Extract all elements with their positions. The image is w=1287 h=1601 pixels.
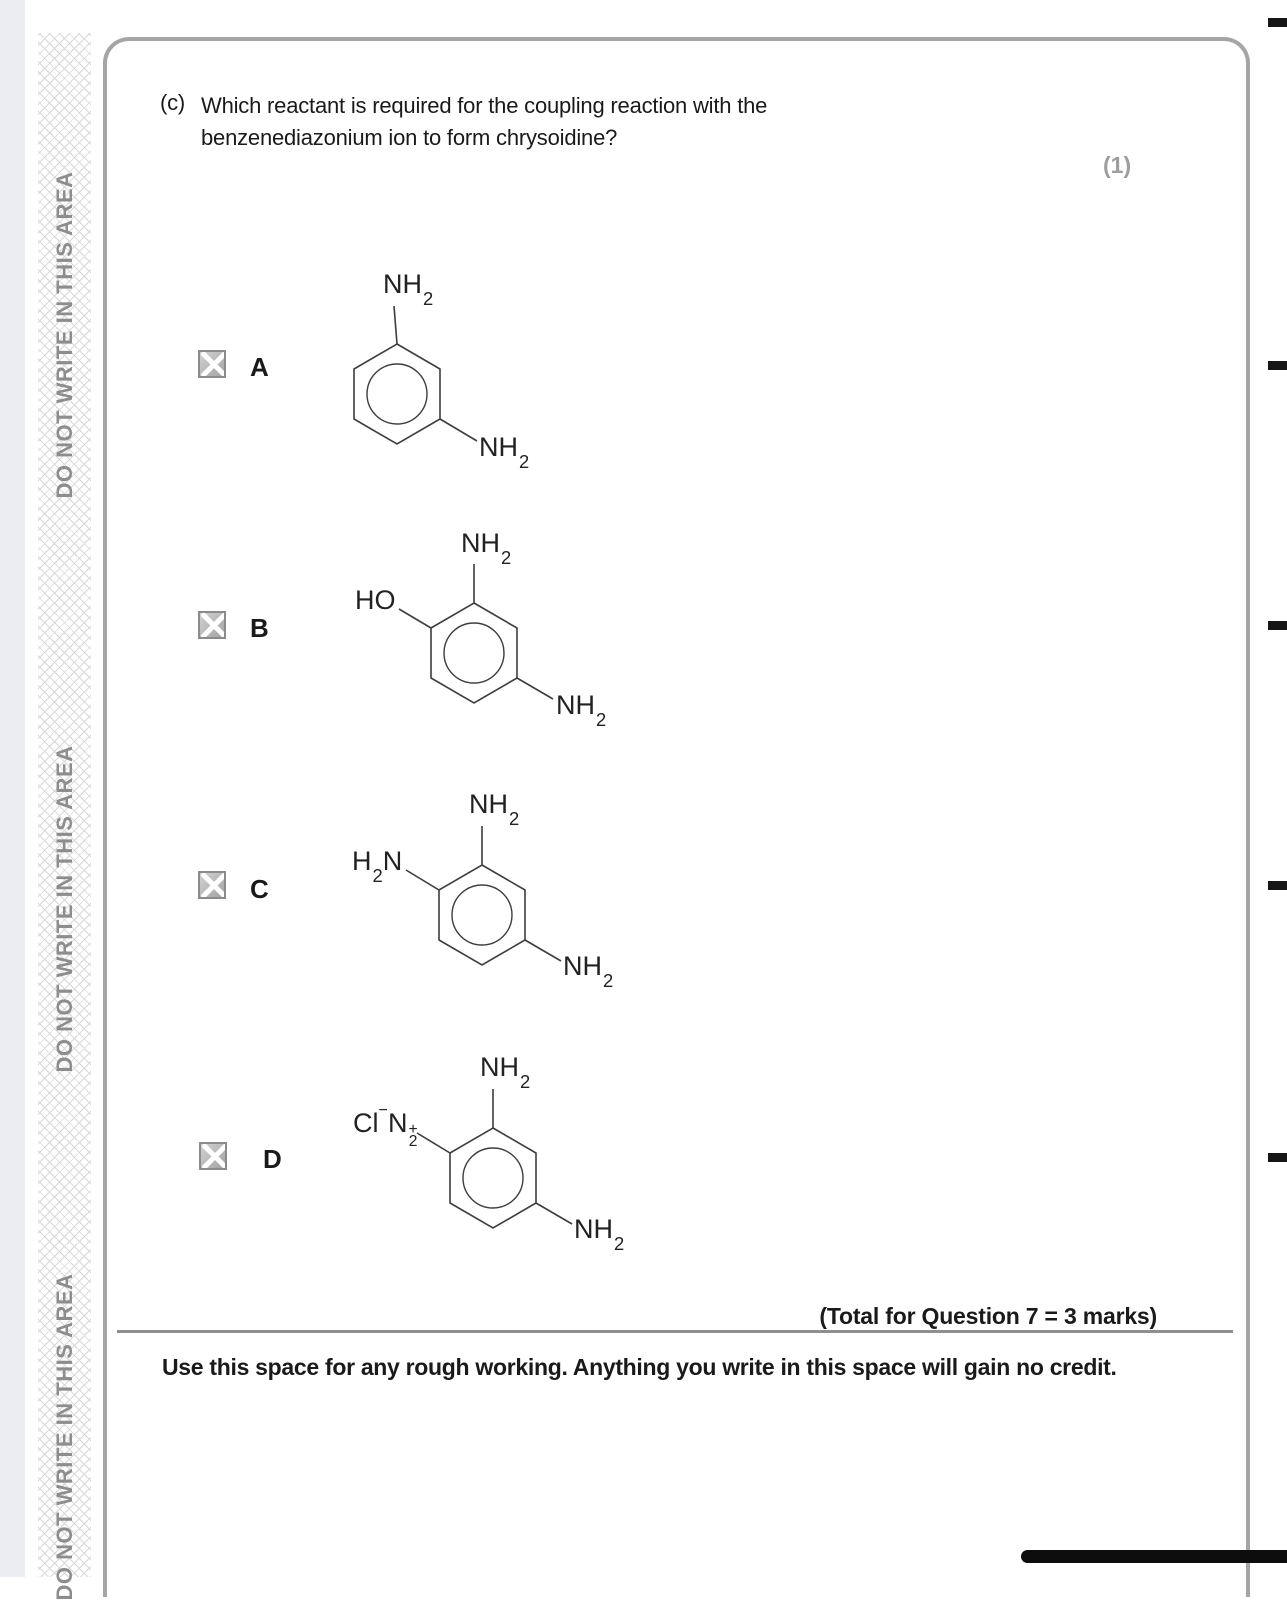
do-not-write-text-middle: DO NOT WRITE IN THIS AREA: [51, 745, 77, 1073]
page-edge-strip: [0, 0, 25, 1577]
structure-b-left-label: HO: [355, 585, 396, 615]
page-footer-bar: [1021, 1550, 1287, 1563]
answer-box-c[interactable]: [198, 871, 226, 899]
do-not-write-margin: [38, 33, 91, 1601]
rough-working-note: Use this space for any rough working. Anything you write in this space will gain no credit.: [162, 1354, 1117, 1380]
binding-mark-1: [1268, 18, 1287, 27]
answer-box-d[interactable]: [199, 1142, 227, 1170]
question-line-1: Which reactant is required for the coupling reaction with the: [201, 93, 768, 118]
structure-d-left-label: Cl−N + 2: [353, 1100, 418, 1151]
answer-box-b[interactable]: [198, 611, 226, 639]
do-not-write-text-top: DO NOT WRITE IN THIS AREA: [51, 171, 77, 499]
diazonium-charge-stack: + 2: [408, 1120, 418, 1151]
structure-b-bottom-label: $NH_2$: [556, 690, 607, 730]
option-letter-d: D: [263, 1144, 282, 1174]
binding-mark-2: [1268, 361, 1287, 370]
option-letter-b: B: [250, 613, 269, 643]
structure-a-top-label: $NH_2$: [383, 269, 434, 309]
structure-c-left-label: $H_2N$: [352, 846, 403, 886]
option-letter-c: C: [250, 874, 269, 904]
question-part-label: (c): [160, 90, 186, 115]
structure-c-bottom-label: $NH_2$: [563, 951, 614, 991]
binding-mark-4: [1268, 881, 1287, 890]
marks-indicator: (1): [1103, 152, 1132, 178]
answer-box-a[interactable]: [198, 350, 226, 378]
option-letter-a: A: [250, 352, 269, 382]
binding-mark-3: [1268, 621, 1287, 630]
structure-d-bottom-label: $NH_2$: [574, 1214, 625, 1254]
do-not-write-text-bottom: DO NOT WRITE IN THIS AREA: [51, 1273, 77, 1601]
binding-mark-5: [1268, 1153, 1287, 1162]
structure-c-top-label: $NH_2$: [469, 789, 520, 829]
question-line-2: benzenediazonium ion to form chrysoidine?: [201, 125, 618, 150]
total-marks-line: (Total for Question 7 = 3 marks): [819, 1303, 1157, 1329]
structure-d-top-label: $NH_2$: [480, 1052, 531, 1092]
footer-divider: [117, 1330, 1233, 1333]
structure-b-top-label: $NH_2$: [461, 528, 512, 568]
question-text: [201, 90, 921, 154]
structure-a-bottom-label: $NH_2$: [479, 432, 530, 472]
